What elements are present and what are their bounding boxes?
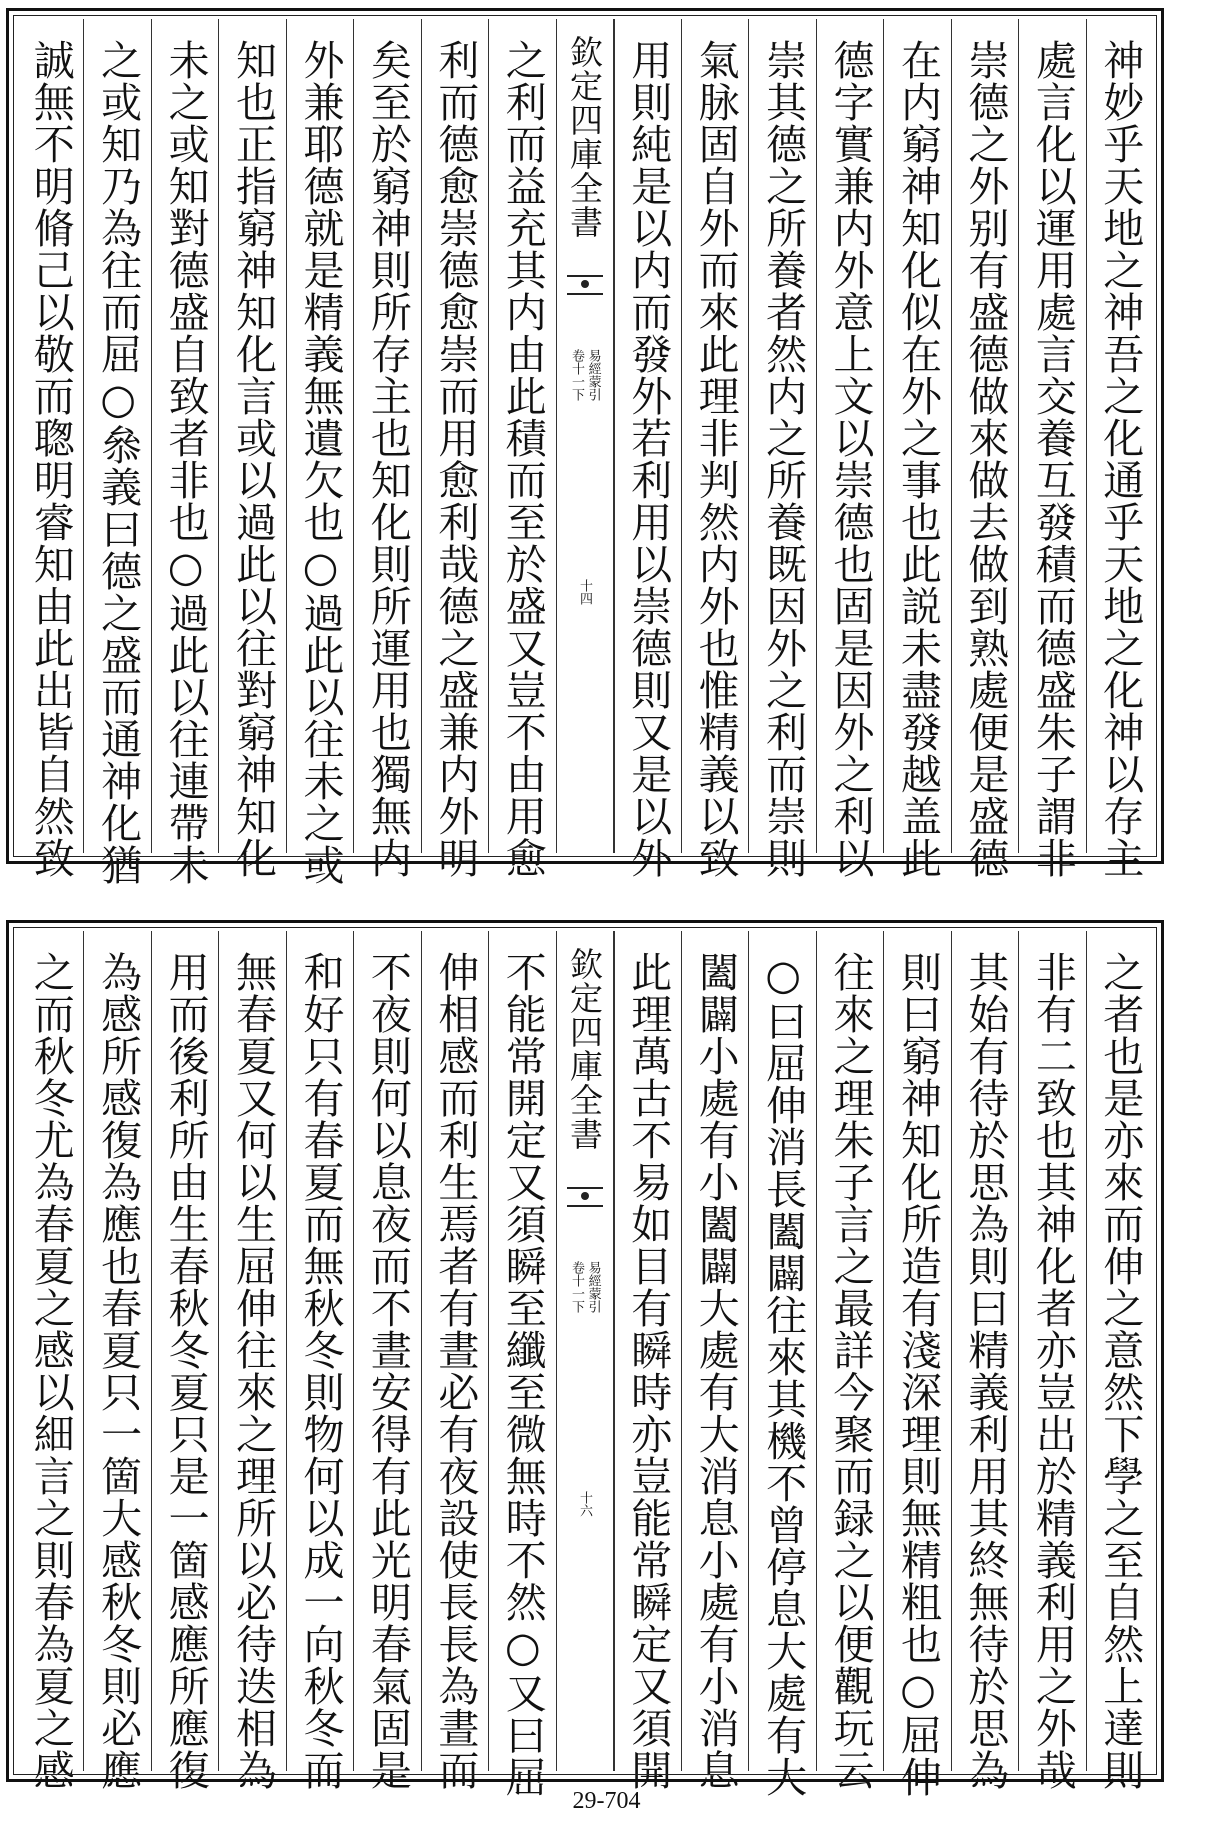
text-column — [816, 931, 883, 1791]
text-column — [816, 19, 883, 879]
text-column — [1018, 931, 1085, 1791]
top-page-columns — [17, 19, 1153, 886]
chapter-label — [569, 1261, 599, 1313]
column-text: 不能常開定又須瞬至纖至微無時不然○又曰屈 — [498, 951, 547, 1798]
text-column — [83, 931, 150, 1791]
text-column — [748, 19, 815, 879]
text-column — [488, 931, 555, 1798]
column-text: 伸相感而利生焉者有晝必有夜設使長長為晝而 — [431, 951, 480, 1791]
column-text: 之或知乃為往而屈○叅義曰德之盛而通神化猶 — [94, 39, 143, 886]
text-column — [681, 931, 748, 1791]
column-text: 非有二致也其神化者亦豈出於精義利用之外哉 — [1028, 951, 1077, 1791]
column-text: 其始有待於思為則曰精義利用其終無待於思為 — [961, 951, 1010, 1791]
text-column — [17, 931, 83, 1791]
column-text: 神妙乎天地之神吾之化通乎天地之化神以存主 — [1096, 39, 1145, 879]
column-text: 和好只有春夏而無秋冬則物何以成一向秋冬而 — [296, 951, 345, 1791]
column-text: 矣至於窮神則所存主也知化則所運用也獨無内 — [363, 39, 412, 879]
column-text: 知也正指窮神知化言或以過此以往對窮神知化 — [229, 39, 278, 879]
text-column — [488, 19, 555, 879]
text-column — [614, 19, 681, 879]
chapter-label — [569, 349, 599, 401]
text-column — [951, 931, 1018, 1791]
text-column — [421, 931, 488, 1791]
text-column — [353, 19, 420, 879]
book-title: 欽定四庫全書 — [565, 947, 604, 1151]
bottom-page — [6, 920, 1164, 1798]
text-column — [286, 931, 353, 1791]
text-column — [748, 931, 815, 1798]
book-name: 易經蒙引 — [585, 349, 601, 401]
folio-number: 十四 — [577, 579, 592, 605]
column-text: 用而後利所由生春秋冬夏只是一箇感應所應復 — [161, 951, 210, 1791]
text-column — [883, 931, 950, 1798]
column-text: 處言化以運用處言交養互發積而德盛朱子謂非 — [1028, 39, 1077, 879]
book-title: 欽定四庫全書 — [565, 35, 604, 239]
text-column — [614, 931, 681, 1791]
fish-tail-ornament-icon — [567, 275, 603, 295]
column-text: 之而秋冬尤為春夏之感以細言之則春為夏之感 — [26, 951, 75, 1791]
text-column — [421, 19, 488, 879]
text-column — [17, 19, 83, 879]
bottom-page-columns — [17, 931, 1153, 1798]
column-text: 崇其德之所養者然内之所養既因外之利而崇則 — [759, 39, 808, 879]
text-column — [353, 931, 420, 1791]
text-column — [286, 19, 353, 886]
text-column — [1018, 19, 1085, 879]
column-text: 崇德之外别有盛德做來做去做到熟處便是盛德 — [961, 39, 1010, 879]
text-column — [83, 19, 150, 886]
text-column — [151, 931, 218, 1791]
column-text: 在内窮神知化似在外之事也此説未盡發越盖此 — [893, 39, 942, 879]
column-text: ○曰屈伸消長闔闢往來其機不曾停息大處有大 — [759, 951, 808, 1798]
column-text: 之利而益充其内由此積而至於盛又豈不由用愈 — [498, 39, 547, 879]
text-column — [681, 19, 748, 879]
fish-tail-ornament-icon — [567, 1187, 603, 1207]
column-text: 德字實兼内外意上文以崇德也固是因外之利以 — [826, 39, 875, 879]
column-text: 利而德愈崇德愈崇而用愈利哉德之盛兼内外明 — [431, 39, 480, 879]
text-column — [951, 19, 1018, 879]
column-text: 為感所感復為應也春夏只一箇大感秋冬則必應 — [94, 951, 143, 1791]
column-text: 無春夏又何以生屈伸往來之理所以必待迭相為 — [229, 951, 278, 1791]
column-text: 誠無不明脩己以敬而聦明睿知由此出皆自然致 — [26, 39, 75, 879]
text-column — [1086, 19, 1153, 879]
book-name: 易經蒙引 — [585, 1261, 601, 1313]
volume-name: 卷十一下 — [569, 349, 584, 401]
column-text: 外兼耶德就是精義無遺欠也○過此以往未之或 — [296, 39, 345, 886]
column-text: 則曰窮神知化所造有淺深理則無精粗也○屈伸 — [893, 951, 942, 1798]
column-text: 之者也是亦來而伸之意然下學之至自然上達則 — [1096, 951, 1145, 1791]
center-banner — [556, 931, 614, 1771]
text-column — [151, 19, 218, 886]
top-page — [6, 8, 1164, 886]
text-column — [883, 19, 950, 879]
column-text: 用則純是以内而發外若利用以崇德則又是以外 — [624, 39, 673, 879]
column-text: 此理萬古不易如目有瞬時亦豈能常瞬定又須開 — [624, 951, 673, 1791]
column-text: 未之或知對德盛自致者非也○過此以往連帶未 — [161, 39, 210, 886]
text-column — [218, 931, 285, 1791]
column-text: 闔闢小處有小闔闢大處有大消息小處有小消息 — [691, 951, 740, 1791]
column-text: 往來之理朱子言之最詳今聚而録之以便觀玩云 — [826, 951, 875, 1791]
column-text: 不夜則何以息夜而不晝安得有此光明春氣固是 — [363, 951, 412, 1791]
volume-name: 卷十一下 — [569, 1261, 584, 1313]
text-column — [1086, 931, 1153, 1791]
column-text: 氣脉固自外而來此理非判然内外也惟精義以致 — [691, 39, 740, 879]
page-number: 29-704 — [572, 1788, 641, 1814]
folio-number: 十六 — [577, 1491, 592, 1517]
center-banner — [556, 19, 614, 853]
text-column — [218, 19, 285, 879]
